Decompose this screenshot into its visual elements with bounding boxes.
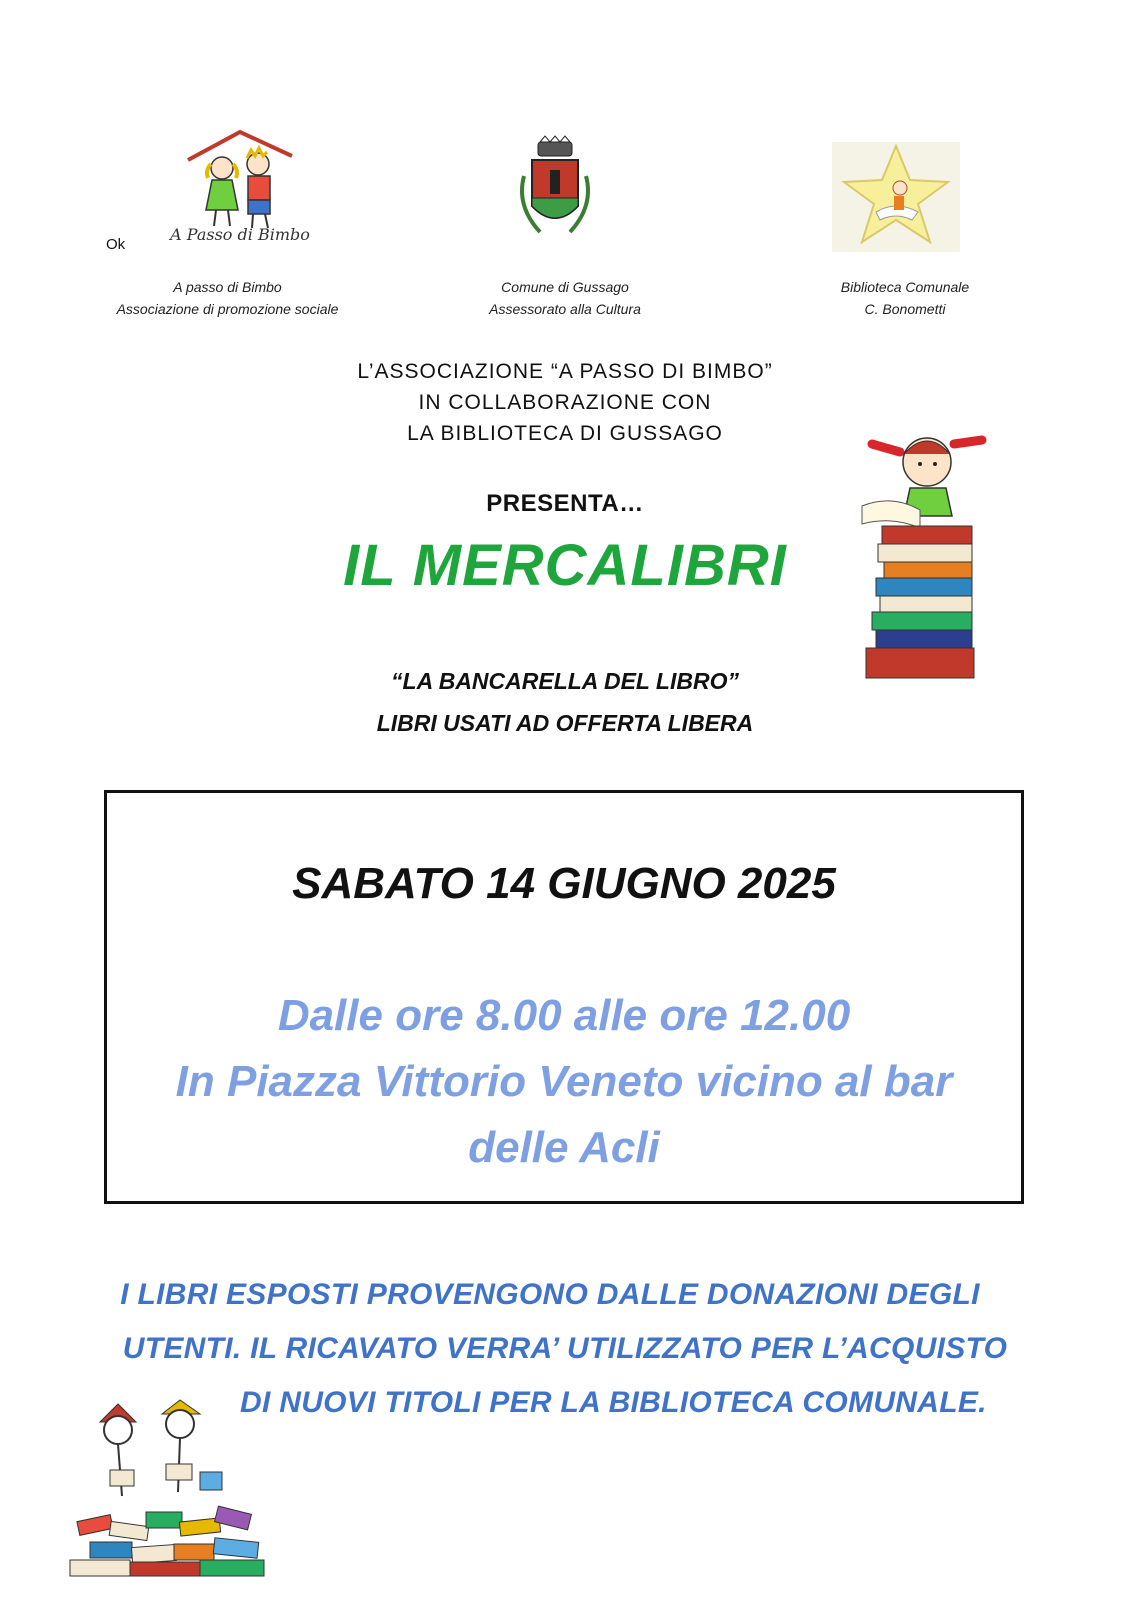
stray-text: Ok — [106, 236, 126, 253]
footer-line-2: UTENTI. IL RICAVATO VERRA’ UTILIZZATO PER L’ACQUISTO — [122, 1332, 1008, 1365]
svg-text:A Passo di Bimbo: A Passo di Bimbo — [170, 225, 310, 244]
a-passo-di-bimbo-logo — [170, 128, 310, 248]
presenta-label: PRESENTA… — [486, 490, 644, 517]
logo-caption-comune: Comune di Gussago Assessorato alla Cultura — [489, 279, 641, 317]
intro-text — [230, 356, 900, 449]
event-time: Dalle ore 8.00 alle ore 12.00 — [277, 991, 851, 1040]
footer-line-1: I LIBRI ESPOSTI PROVENGONO DALLE DONAZIONI DEGLI — [120, 1278, 980, 1311]
footer-line-3: DI NUOVI TITOLI PER LA BIBLIOTECA COMUNALE. — [240, 1386, 987, 1419]
logo-caption-associazione: A passo di Bimbo Associazione di promozione sociale — [116, 279, 339, 317]
subtitle — [260, 660, 870, 744]
subtitle-line-1: “LA BANCARELLA DEL LIBRO” — [391, 668, 739, 694]
page-title: IL MERCALIBRI — [343, 533, 787, 598]
star-reader-logo — [832, 142, 960, 252]
event-location-cont: delle Acli — [468, 1123, 660, 1172]
event-details — [107, 983, 1021, 1181]
gussago-coat-of-arms-icon — [510, 136, 600, 248]
intro-line-3: LA BIBLIOTECA DI GUSSAGO — [407, 422, 723, 445]
logo-caption-biblioteca: Biblioteca Comunale C. Bonometti — [840, 279, 970, 317]
event-date: SABATO 14 GIUGNO 2025 — [292, 859, 836, 908]
girl-reading-on-books-illustration — [862, 424, 992, 696]
children-reading-on-books-illustration — [70, 1400, 270, 1580]
intro-line-1: L’ASSOCIAZIONE “A PASSO DI BIMBO” — [357, 360, 773, 383]
subtitle-line-2: LIBRI USATI AD OFFERTA LIBERA — [376, 710, 754, 736]
intro-line-2: IN COLLABORAZIONE CON — [418, 391, 712, 414]
event-location: In Piazza Vittorio Veneto vicino al bar — [175, 1057, 953, 1106]
event-box — [104, 790, 1024, 1204]
